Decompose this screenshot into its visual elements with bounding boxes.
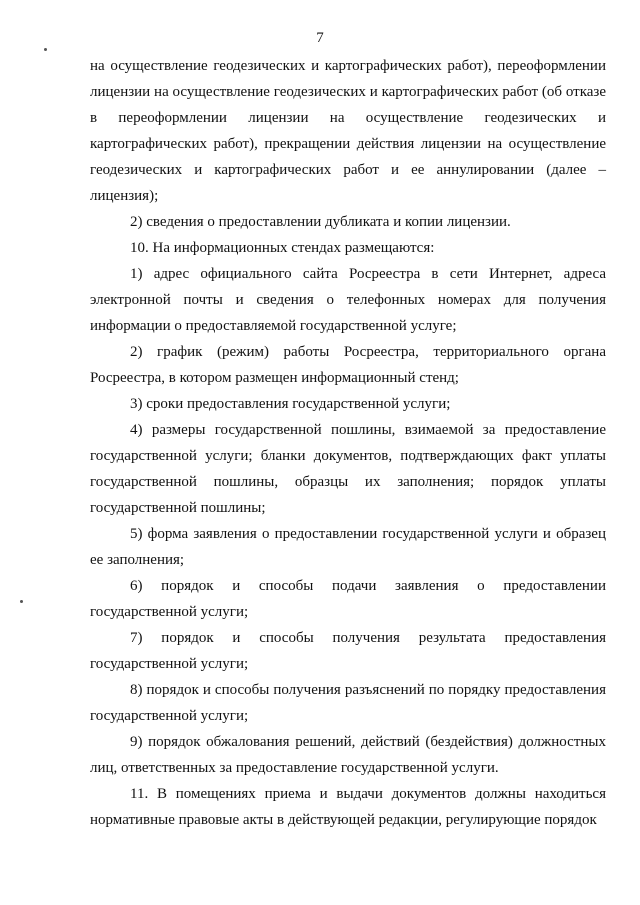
paragraph-item-3-terms: 3) сроки предоставления государственной услуги; xyxy=(130,396,451,412)
scan-speck xyxy=(44,48,47,51)
paragraph-continuation: на осуществление геодезических и картографических работ), переоформлении лицензии на осуществление геодезических и картографических работ (об отказе в переоформлении лицензии на осуществление геодезических и картографических работ), прекращении действия лицензии на осуществление геодезических и картографических работ и ее аннулировании (далее – лицензия); xyxy=(90,58,606,204)
paragraph-item-9-appeal: 9) порядок обжалования решений, действий (бездействия) должностных лиц, ответственных за предоставление государственной услуги. xyxy=(90,734,606,776)
paragraph-item-8-clarification: 8) порядок и способы получения разъяснений по порядку предоставления государственной услуги; xyxy=(90,682,606,724)
paragraph-item-6-submission: 6) порядок и способы подачи заявления о предоставлении государственной услуги; xyxy=(90,578,606,620)
paragraph-item-2-schedule: 2) график (режим) работы Росреестра, территориального органа Росреестра, в котором размещен информационный стенд; xyxy=(90,344,606,386)
paragraph-item-4-fee: 4) размеры государственной пошлины, взимаемой за предоставление государственной услуги; бланки документов, подтверждающих факт уплаты государственной пошлины, образцы их заполнения; порядок уплаты государственной пошлины; xyxy=(90,422,606,516)
page-number: 7 xyxy=(316,30,324,46)
paragraph-item-5-form: 5) форма заявления о предоставлении государственной услуги и образец ее заполнения; xyxy=(90,526,606,568)
document-body xyxy=(90,53,606,833)
scan-speck xyxy=(20,600,23,603)
paragraph-clause-10: 10. На информационных стендах размещаются: xyxy=(130,240,435,256)
paragraph-clause-11: 11. В помещениях приема и выдачи документов должны находиться нормативные правовые акты в действующей редакции, регулирующие порядок xyxy=(90,786,606,828)
paragraph-item-1-website: 1) адрес официального сайта Росреестра в сети Интернет, адреса электронной почты и сведения о телефонных номерах для получения информации о предоставляемой государственной услуге; xyxy=(90,266,606,334)
paragraph-item-7-result: 7) порядок и способы получения результата предоставления государственной услуги; xyxy=(90,630,606,672)
paragraph-item-2-duplicate: 2) сведения о предоставлении дубликата и копии лицензии. xyxy=(130,214,511,230)
